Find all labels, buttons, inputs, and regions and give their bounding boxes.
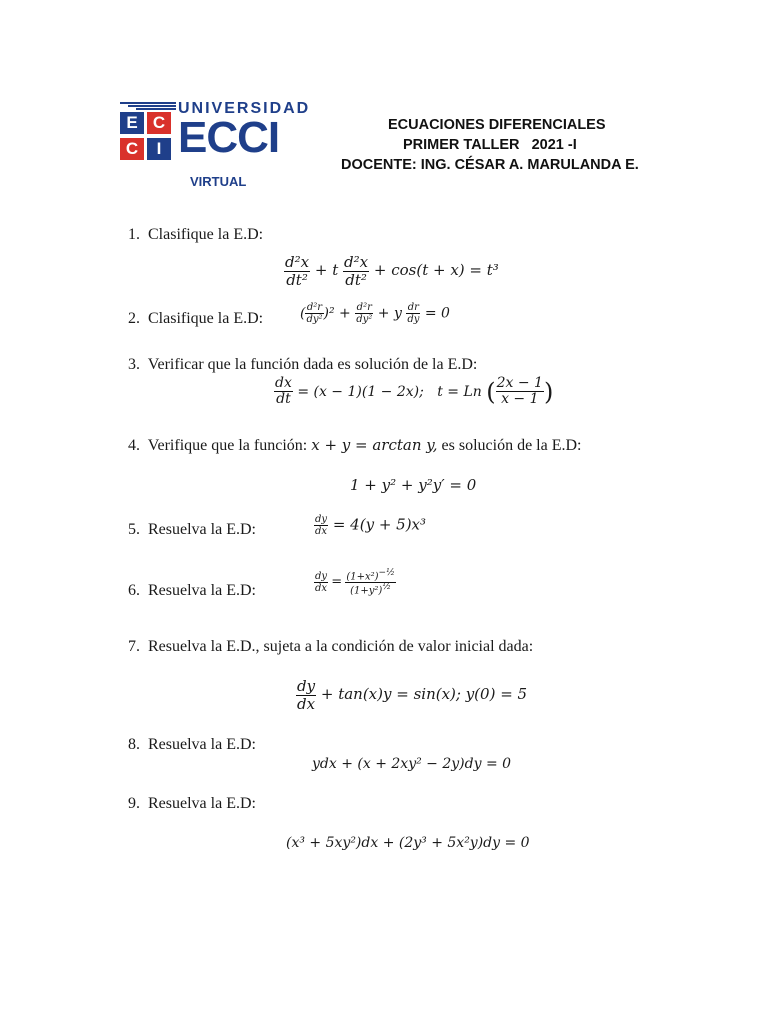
workshop-title: PRIMER TALLER 2021 -I: [403, 137, 577, 153]
problem-8: [128, 736, 256, 754]
logo-cell-i: I: [147, 138, 171, 160]
logo-ecci-text: ECCI: [178, 113, 280, 162]
problem-number: 9.: [128, 795, 140, 812]
problem-5: [128, 521, 256, 539]
equation-term: t = Ln: [437, 383, 482, 400]
equation-term: = (x − 1)(1 − 2x);: [297, 383, 424, 400]
problem-number: 8.: [128, 736, 140, 753]
logo-universidad-text: UNIVERSIDAD: [178, 100, 311, 117]
problem-text: Resuelva la E.D., sujeta a la condición de valor inicial dada:: [148, 638, 534, 655]
logo-stripes-icon: [120, 102, 176, 110]
equation-term: + cos(t + x) = t³: [373, 261, 499, 279]
fraction: $\frac{dy}{dx}$: [315, 571, 328, 595]
course-title: ECUACIONES DIFERENCIALES: [388, 117, 606, 133]
problem-number: 3.: [128, 356, 140, 373]
equation-term: = 0: [424, 305, 450, 322]
problem-text: Resuelva la E.D:: [148, 795, 256, 812]
equation-term: )² +: [323, 305, 351, 322]
equation-9: (x³ + 5xy²)dx + (2y³ + 5x²y)dy = 0: [286, 835, 530, 851]
fraction: $\frac{2x - 1}{x - 1}$: [496, 375, 543, 408]
equation-term: = 4(y + 5)x³: [332, 515, 427, 534]
equation-term: =: [331, 574, 343, 590]
fraction: $\frac{dy}{dx}$: [297, 677, 316, 713]
problem-3: [128, 356, 477, 374]
fraction: $\frac{dy}{dx}$: [315, 514, 328, 537]
problem-number: 4.: [128, 437, 140, 454]
fraction: $\frac{(1+x^2)^{-\frac{1}{2}}}{(1+y^2)^{\frac{1}{2}}}$: [346, 568, 395, 597]
problem-text: Resuelva la E.D:: [148, 736, 256, 753]
problem-6: [128, 582, 256, 600]
inline-equation: x + y = arctan y,: [311, 436, 438, 454]
problem-number: 2.: [128, 310, 140, 327]
fraction: $\frac{\text{d²x}}{\text{dt²}}$: [344, 253, 369, 289]
problem-number: 6.: [128, 582, 140, 599]
equation-term: + t: [314, 261, 339, 279]
problem-1: [128, 226, 263, 244]
problem-2: [128, 310, 263, 328]
problem-text: Resuelva la E.D:: [148, 582, 256, 599]
logo-virtual-text: VIRTUAL: [190, 174, 247, 189]
university-logo: [118, 96, 311, 192]
equation-7: [296, 678, 527, 712]
fraction: $\frac{dx}{dt}$: [275, 375, 292, 408]
problem-9: [128, 795, 256, 813]
fraction: $\frac{\text{d²x}}{\text{dt²}}$: [285, 253, 310, 289]
problem-number: 1.: [128, 226, 140, 243]
problem-text: Verificar que la función dada es solución de la E.D:: [147, 356, 478, 373]
equation-6: [314, 569, 396, 597]
equation-8: ydx + (x + 2xy² − 2y)dy = 0: [312, 756, 512, 772]
fraction: $\frac{\text{d²r}}{\text{dy²}}$: [306, 302, 323, 325]
problem-4: [128, 436, 582, 455]
equation-5: [314, 514, 426, 537]
equation-term: + tan(x)y = sin(x); y(0) = 5: [320, 685, 528, 703]
equation-term: (: [300, 305, 306, 322]
problem-text: Clasifique la E.D:: [148, 310, 264, 327]
teacher-name: DOCENTE: ING. CÉSAR A. MARULANDA E.: [341, 157, 639, 173]
problem-number: 5.: [128, 521, 140, 538]
equation-3: $\frac{dx}{dt}$ = (x − 1)(1 − 2x); t = Ln ( $\frac{2x - 1}{x - 1}$ ): [275, 375, 554, 408]
logo-cell-c1: C: [147, 112, 171, 134]
problem-text: Clasifique la E.D:: [148, 226, 264, 243]
logo-cell-e: E: [120, 112, 144, 134]
problem-text: Resuelva la E.D:: [148, 521, 256, 538]
equation-2: [300, 302, 450, 325]
equation-4: 1 + y² + y²y′ = 0: [350, 476, 477, 494]
fraction: $\frac{\text{d²r}}{\text{dy²}}$: [356, 302, 373, 325]
equation-term: + y: [377, 305, 402, 322]
fraction: $\frac{dr}{dy}$: [407, 302, 420, 325]
problem-7: [128, 638, 533, 656]
logo-cell-c2: C: [120, 138, 144, 160]
equation-1: [284, 254, 499, 288]
problem-text: es solución de la E.D:: [441, 437, 582, 454]
problem-text: Verifique que la función:: [147, 437, 308, 454]
problem-number: 7.: [128, 638, 140, 655]
logo-letter-grid: [120, 112, 174, 162]
